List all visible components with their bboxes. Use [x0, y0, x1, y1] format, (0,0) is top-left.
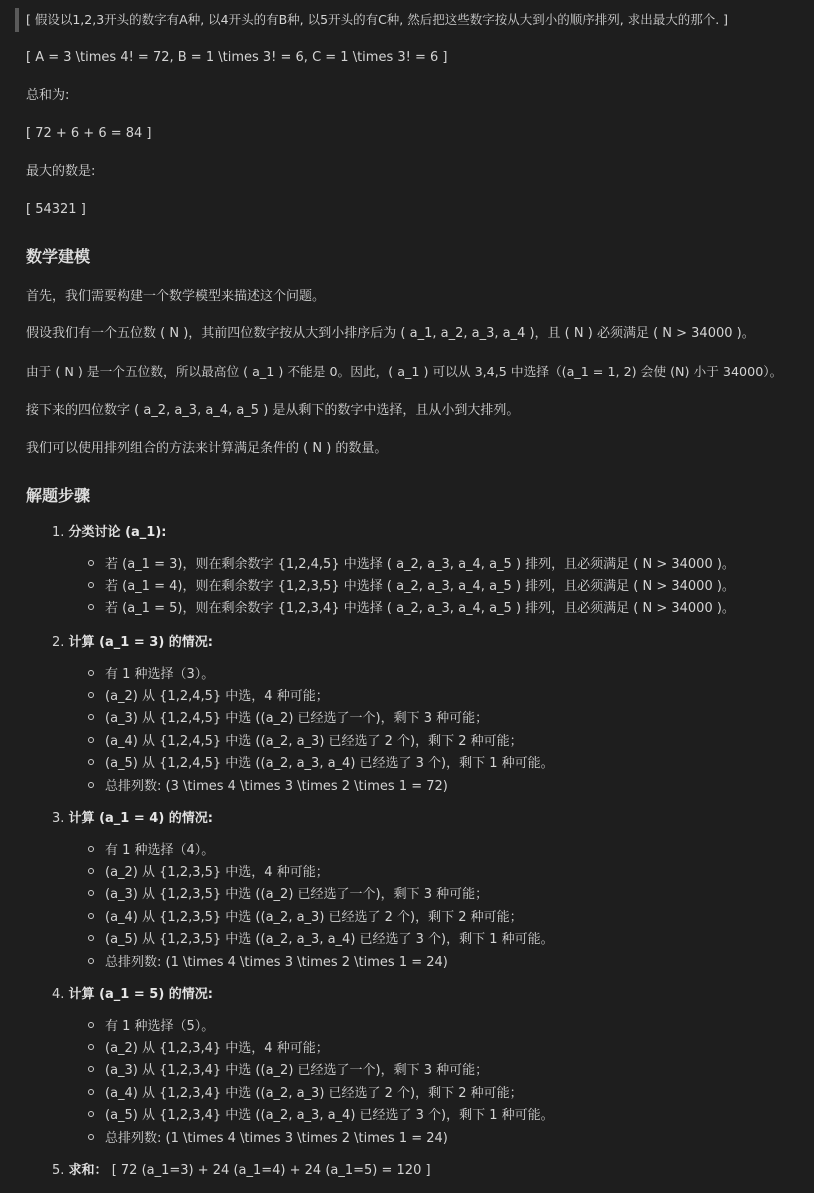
list-item: 有 1 种选择（5）。: [88, 1017, 214, 1037]
step-3: [52, 809, 213, 829]
bullet-icon: [88, 759, 94, 765]
bullet-icon: [88, 1044, 94, 1050]
heading-steps: 解题步骤: [26, 486, 91, 505]
list-item: (a_5) 从 {1,2,3,5} 中选 ((a_2, a_3, a_4) 已经选了 3 个)，剩下 1 种可能。: [88, 930, 554, 950]
blockquote-bar: [15, 8, 19, 32]
list-item: 有 1 种选择（4）。: [88, 841, 214, 861]
blockquote-text: [ 假设以1,2,3开头的数字有A种, 以4开头的有B种, 以5开头的有C种, 然后把这些数字按从大到小的顺序排列, 求出最大的那个. ]: [26, 12, 729, 27]
bullet-icon: [88, 935, 94, 941]
step-1: [52, 523, 166, 543]
step-title: 计算 (a_1 = 4) 的情况:: [68, 811, 213, 826]
heading-modeling: 数学建模: [26, 247, 91, 266]
max-label: 最大的数是:: [26, 164, 96, 179]
step-5: [52, 1161, 431, 1181]
step-number: 3.: [52, 811, 69, 826]
modeling-paragraph-3: 由于 ( N ) 是一个五位数，所以最高位 ( a_1 ) 不能是 0。因此，( a_1 ) 可以从 3,4,5 中选择（(a_1 = 1, 2) 会使 (N) 小于 34000）。: [26, 364, 783, 379]
step-number: 5.: [52, 1163, 69, 1178]
list-item: 若 (a_1 = 5)，则在剩余数字 {1,2,3,4} 中选择 ( a_2, a_3, a_4, a_5 ) 排列，且必须满足 ( N > 34000 )。: [88, 599, 735, 619]
total-label: 总和为:: [26, 88, 70, 103]
modeling-paragraph-2: 假设我们有一个五位数 ( N )，其前四位数字按从大到小排序后为 ( a_1, a_2, a_3, a_4 )，且 ( N ) 必须满足 ( N > 34000 )。: [26, 326, 755, 341]
step-title: 分类讨论 (a_1):: [68, 525, 167, 540]
modeling-paragraph-4: 接下来的四位数字 ( a_2, a_3, a_4, a_5 ) 是从剩下的数字中选择，且从小到大排列。: [26, 403, 520, 418]
bullet-icon: [88, 846, 94, 852]
list-item: (a_3) 从 {1,2,4,5} 中选 ((a_2) 已经选了一个)，剩下 3 种可能；: [88, 709, 488, 729]
bullet-icon: [88, 958, 94, 964]
list-item: 总排列数: (3 \times 4 \times 3 \times 2 \times 1 = 72): [88, 777, 448, 797]
list-item: (a_5) 从 {1,2,3,4} 中选 ((a_2, a_3, a_4) 已经选了 3 个)，剩下 1 种可能。: [88, 1106, 554, 1126]
bullet-icon: [88, 1111, 94, 1117]
max-value: [ 54321 ]: [26, 202, 86, 217]
modeling-paragraph-5: 我们可以使用排列组合的方法来计算满足条件的 ( N ) 的数量。: [26, 441, 388, 456]
bullet-icon: [88, 582, 94, 588]
bullet-icon: [88, 1089, 94, 1095]
bullet-icon: [88, 560, 94, 566]
step-2: [52, 633, 213, 653]
list-item: (a_4) 从 {1,2,4,5} 中选 ((a_2, a_3) 已经选了 2 个)，剩下 2 种可能；: [88, 732, 523, 752]
bullet-icon: [88, 868, 94, 874]
list-item: (a_2) 从 {1,2,3,4} 中选，4 种可能；: [88, 1039, 329, 1059]
formula-abc: [ A = 3 \times 4! = 72, B = 1 \times 3! = 6, C = 1 \times 3! = 6 ]: [26, 50, 448, 65]
step-4: [52, 985, 213, 1005]
bullet-icon: [88, 670, 94, 676]
step-title: 求和：: [68, 1163, 108, 1178]
bullet-icon: [88, 913, 94, 919]
bullet-icon: [88, 714, 94, 720]
list-item: 若 (a_1 = 3)，则在剩余数字 {1,2,4,5} 中选择 ( a_2, a_3, a_4, a_5 ) 排列，且必须满足 ( N > 34000 )。: [88, 555, 735, 575]
list-item: (a_4) 从 {1,2,3,4} 中选 ((a_2, a_3) 已经选了 2 个)，剩下 2 种可能；: [88, 1084, 523, 1104]
list-item: (a_2) 从 {1,2,3,5} 中选，4 种可能；: [88, 863, 329, 883]
list-item: 总排列数: (1 \times 4 \times 3 \times 2 \times 1 = 24): [88, 953, 448, 973]
list-item: 有 1 种选择（3）。: [88, 665, 214, 685]
list-item: 若 (a_1 = 4)，则在剩余数字 {1,2,3,5} 中选择 ( a_2, a_3, a_4, a_5 ) 排列，且必须满足 ( N > 34000 )。: [88, 577, 735, 597]
step-title: 计算 (a_1 = 3) 的情况:: [68, 635, 213, 650]
bullet-icon: [88, 1134, 94, 1140]
modeling-paragraph-1: 首先，我们需要构建一个数学模型来描述这个问题。: [26, 289, 326, 304]
step-number: 1.: [52, 525, 69, 540]
step-sum-formula: [ 72 (a_1=3) + 24 (a_1=4) + 24 (a_1=5) = 120 ]: [111, 1163, 431, 1178]
list-item: (a_3) 从 {1,2,3,5} 中选 ((a_2) 已经选了一个)，剩下 3 种可能；: [88, 885, 488, 905]
bullet-icon: [88, 692, 94, 698]
bullet-icon: [88, 1022, 94, 1028]
total-formula: [ 72 + 6 + 6 = 84 ]: [26, 126, 152, 141]
list-item: (a_4) 从 {1,2,3,5} 中选 ((a_2, a_3) 已经选了 2 个)，剩下 2 种可能；: [88, 908, 523, 928]
bullet-icon: [88, 782, 94, 788]
list-item: (a_5) 从 {1,2,4,5} 中选 ((a_2, a_3, a_4) 已经选了 3 个)，剩下 1 种可能。: [88, 754, 554, 774]
list-item: 总排列数: (1 \times 4 \times 3 \times 2 \times 1 = 24): [88, 1129, 448, 1149]
step-number: 4.: [52, 987, 69, 1002]
list-item: (a_2) 从 {1,2,4,5} 中选，4 种可能；: [88, 687, 329, 707]
bullet-icon: [88, 737, 94, 743]
bullet-icon: [88, 890, 94, 896]
step-title: 计算 (a_1 = 5) 的情况:: [68, 987, 213, 1002]
list-item: (a_3) 从 {1,2,3,4} 中选 ((a_2) 已经选了一个)，剩下 3 种可能；: [88, 1061, 488, 1081]
step-number: 2.: [52, 635, 69, 650]
bullet-icon: [88, 604, 94, 610]
bullet-icon: [88, 1066, 94, 1072]
